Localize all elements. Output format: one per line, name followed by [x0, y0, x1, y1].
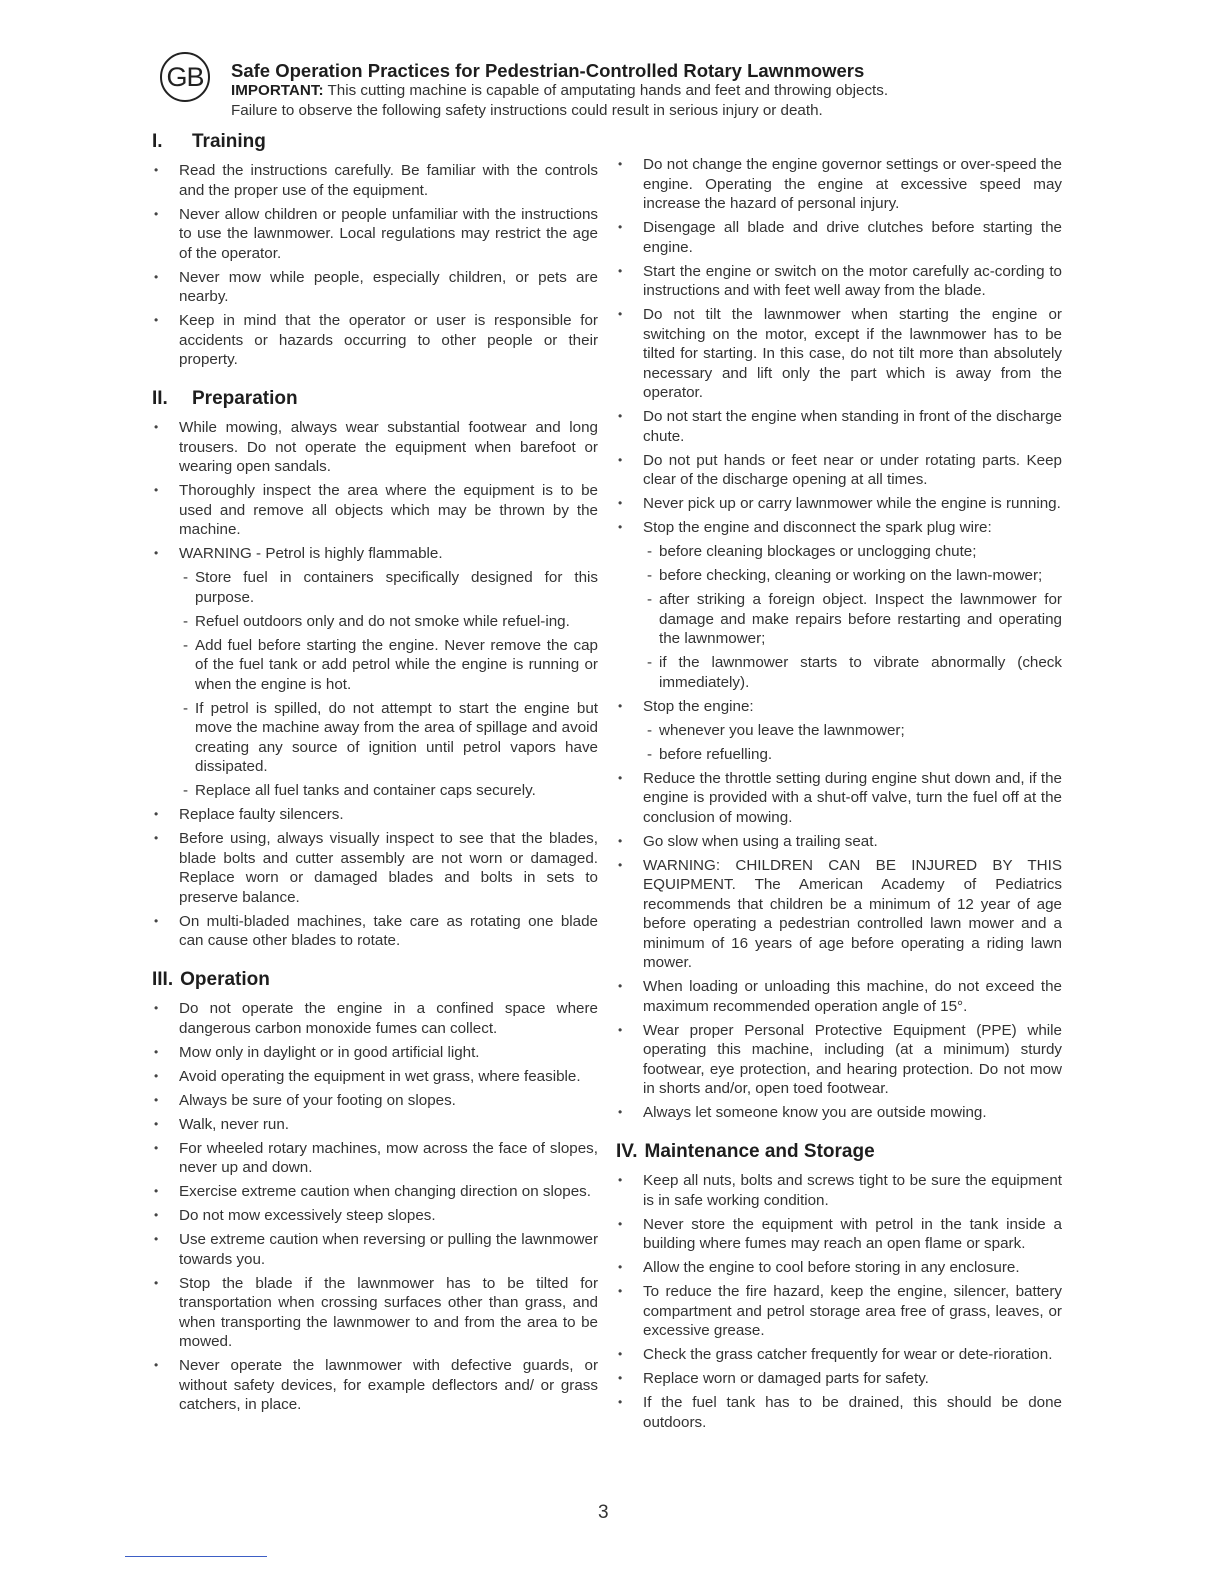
spark-plug-sublist: [643, 542, 1062, 692]
list-item: • Wear proper Personal Protective Equipment (PPE) while operating this machine, including (at a minimum) sturdy footwear, eye protection, and hearing protection. Do not mow in shorts and/or, open toed footwear.: [616, 1021, 1062, 1099]
list-item: • Read the instructions carefully. Be familiar with the controls and the proper use of the equipment.: [152, 161, 598, 200]
list-item: • Never store the equipment with petrol in the tank inside a building where fumes may reach an open flame or spark.: [616, 1215, 1062, 1254]
list-item: • Reduce the throttle setting during engine shut down and, if the engine is provided with a shut-off valve, turn the fuel off at the conclusion of mowing.: [616, 769, 1062, 828]
sub-list-item: - Add fuel before starting the engine. Never remove the cap of the fuel tank or add petrol while the engine is running or when the engine is hot.: [179, 636, 598, 695]
important-label: IMPORTANT:: [231, 82, 324, 99]
operation-list: [152, 999, 598, 1415]
list-item: • On multi-bladed machines, take care as rotating one blade can cause other blades to rotate.: [152, 912, 598, 951]
list-item: • Mow only in daylight or in good artificial light.: [152, 1043, 598, 1063]
sub-list-item: - before cleaning blockages or unclogging chute;: [643, 542, 1062, 562]
sub-list-item: - Store fuel in containers specifically designed for this purpose.: [179, 568, 598, 607]
list-item-stop-engine: [616, 697, 1062, 765]
preparation-list: [152, 418, 598, 951]
section-title: Preparation: [192, 388, 298, 409]
maintenance-list: [616, 1171, 1062, 1432]
list-item: • Start the engine or switch on the motor carefully ac-cording to instructions and with feet well away from the blade.: [616, 262, 1062, 301]
section-number: III.: [152, 969, 174, 990]
list-item: • Do not operate the engine in a confined space where dangerous carbon monoxide fumes can collect.: [152, 999, 598, 1038]
list-item: • While mowing, always wear substantial footwear and long trousers. Do not operate the equipment when barefoot or wearing open sandals.: [152, 418, 598, 477]
list-item: • Never mow while people, especially children, or pets are nearby.: [152, 268, 598, 307]
page-number: 3: [598, 1502, 609, 1523]
section-operation-heading: [152, 968, 598, 992]
section-preparation-heading: [152, 387, 598, 411]
list-item: • Do not tilt the lawnmower when starting the engine or switching on the motor, except if the lawnmower has to be tilted for starting. In this case, do not tilt more than absolutely necessary and lift only the part which is away from the operator.: [616, 305, 1062, 403]
list-item: • Thoroughly inspect the area where the equipment is to be used and remove all objects which may be thrown by the machine.: [152, 481, 598, 540]
list-item: • Replace worn or damaged parts for safety.: [616, 1369, 1062, 1389]
right-column: [616, 155, 1062, 1437]
list-item: • If the fuel tank has to be drained, this should be done outdoors.: [616, 1393, 1062, 1432]
list-item: • Avoid operating the equipment in wet grass, where feasible.: [152, 1067, 598, 1087]
list-item: • Never allow children or people unfamiliar with the instructions to use the lawnmower. Local regulations may restrict the age of the operator.: [152, 205, 598, 264]
list-item: • To reduce the fire hazard, keep the engine, silencer, battery compartment and petrol storage area free of grass, leaves, or excessive grease.: [616, 1282, 1062, 1341]
sub-list-item: - Refuel outdoors only and do not smoke while refuel-ing.: [179, 612, 598, 632]
sub-list-item: - whenever you leave the lawnmower;: [643, 721, 1062, 741]
list-item: • Allow the engine to cool before storing in any enclosure.: [616, 1258, 1062, 1278]
list-item: • Go slow when using a trailing seat.: [616, 832, 1062, 852]
section-number: I.: [152, 131, 163, 152]
sub-list-item: - before checking, cleaning or working on the lawn-mower;: [643, 566, 1062, 586]
document-header: [231, 60, 1111, 120]
list-item: • Keep in mind that the operator or user is responsible for accidents or hazards occurring to other people or their property.: [152, 311, 598, 370]
operation-list-continued: [616, 155, 1062, 1123]
section-title: Training: [192, 131, 266, 152]
important-notice: [231, 81, 1111, 101]
list-item: • Always be sure of your footing on slopes.: [152, 1091, 598, 1111]
training-list: [152, 161, 598, 370]
list-item: • Before using, always visually inspect to see that the blades, blade bolts and cutter assembly are not worn or damaged. Replace worn or damaged blades and bolts in sets to preserve balance.: [152, 829, 598, 907]
sub-list-item: - if the lawnmower starts to vibrate abnormally (check immediately).: [643, 653, 1062, 692]
list-item: • Use extreme caution when reversing or pulling the lawnmower towards you.: [152, 1230, 598, 1269]
stop-engine-sublist: [643, 721, 1062, 765]
footer-rule: [125, 1556, 267, 1557]
section-maintenance-heading: [616, 1140, 1062, 1164]
list-item: • Exercise extreme caution when changing direction on slopes.: [152, 1182, 598, 1202]
section-number: II.: [152, 388, 168, 409]
list-item: • Do not mow excessively steep slopes.: [152, 1206, 598, 1226]
warning-notice: Failure to observe the following safety instructions could result in serious injury or death.: [231, 101, 823, 119]
list-item: • Always let someone know you are outside mowing.: [616, 1103, 1062, 1123]
section-title: Maintenance and Storage: [644, 1141, 875, 1162]
list-item: • Do not put hands or feet near or under rotating parts. Keep clear of the discharge opening at all times.: [616, 451, 1062, 490]
list-item-petrol-warning: [152, 544, 598, 801]
gb-language-badge: GB: [160, 52, 210, 102]
list-item: • Walk, never run.: [152, 1115, 598, 1135]
list-item: • Disengage all blade and drive clutches before starting the engine.: [616, 218, 1062, 257]
section-number: IV.: [616, 1141, 638, 1162]
sub-list-item: - If petrol is spilled, do not attempt to start the engine but move the machine away from the area of spillage and avoid creating any source of ignition until petrol vapors have dissipated.: [179, 699, 598, 777]
sub-list-item: - after striking a foreign object. Inspect the lawnmower for damage and make repairs before restarting and operating the lawnmower;: [643, 590, 1062, 649]
list-item: • Keep all nuts, bolts and screws tight to be sure the equipment is in safe working condition.: [616, 1171, 1062, 1210]
list-item: • Never operate the lawnmower with defective guards, or without safety devices, for example deflectors and/ or grass catchers, in place.: [152, 1356, 598, 1415]
important-text: This cutting machine is capable of amputating hands and feet and throwing objects.: [327, 82, 889, 99]
list-item: • Do not start the engine when standing in front of the discharge chute.: [616, 407, 1062, 446]
spark-plug-text: Stop the engine and disconnect the spark plug wire:: [643, 519, 992, 536]
stop-engine-text: Stop the engine:: [643, 697, 754, 715]
section-training-heading: [152, 130, 598, 154]
petrol-sublist: [179, 568, 598, 801]
left-column: [152, 130, 598, 1419]
section-title: Operation: [180, 969, 270, 990]
list-item: • When loading or unloading this machine, do not exceed the maximum recommended operation angle of 15°.: [616, 977, 1062, 1016]
list-item: • Do not change the engine governor settings or over-speed the engine. Operating the engine at excessive speed may increase the hazard of personal injury.: [616, 155, 1062, 214]
list-item: • For wheeled rotary machines, mow across the face of slopes, never up and down.: [152, 1139, 598, 1178]
list-item: • Stop the blade if the lawnmower has to be tilted for transportation when crossing surfaces other than grass, and when transporting the lawnmower to and from the area to be mowed.: [152, 1274, 598, 1352]
list-item: • Never pick up or carry lawnmower while the engine is running.: [616, 494, 1062, 514]
list-item: • Check the grass catcher frequently for wear or dete-rioration.: [616, 1345, 1062, 1365]
list-item-spark-plug: [616, 518, 1062, 692]
list-item: • Replace faulty silencers.: [152, 805, 598, 825]
sub-list-item: - Replace all fuel tanks and container caps securely.: [179, 781, 598, 801]
document-title: Safe Operation Practices for Pedestrian-Controlled Rotary Lawnmowers: [231, 60, 865, 81]
list-item: • WARNING: CHILDREN CAN BE INJURED BY THIS EQUIPMENT. The American Academy of Pediatrics recommends that children be a minimum of 12 year of age before operating a pedestrian controlled lawn mower and a minimum of 16 years of age before operating a riding lawn mower.: [616, 856, 1062, 973]
petrol-warning-text: WARNING - Petrol is highly flammable.: [179, 545, 443, 562]
sub-list-item: - before refuelling.: [643, 745, 1062, 765]
